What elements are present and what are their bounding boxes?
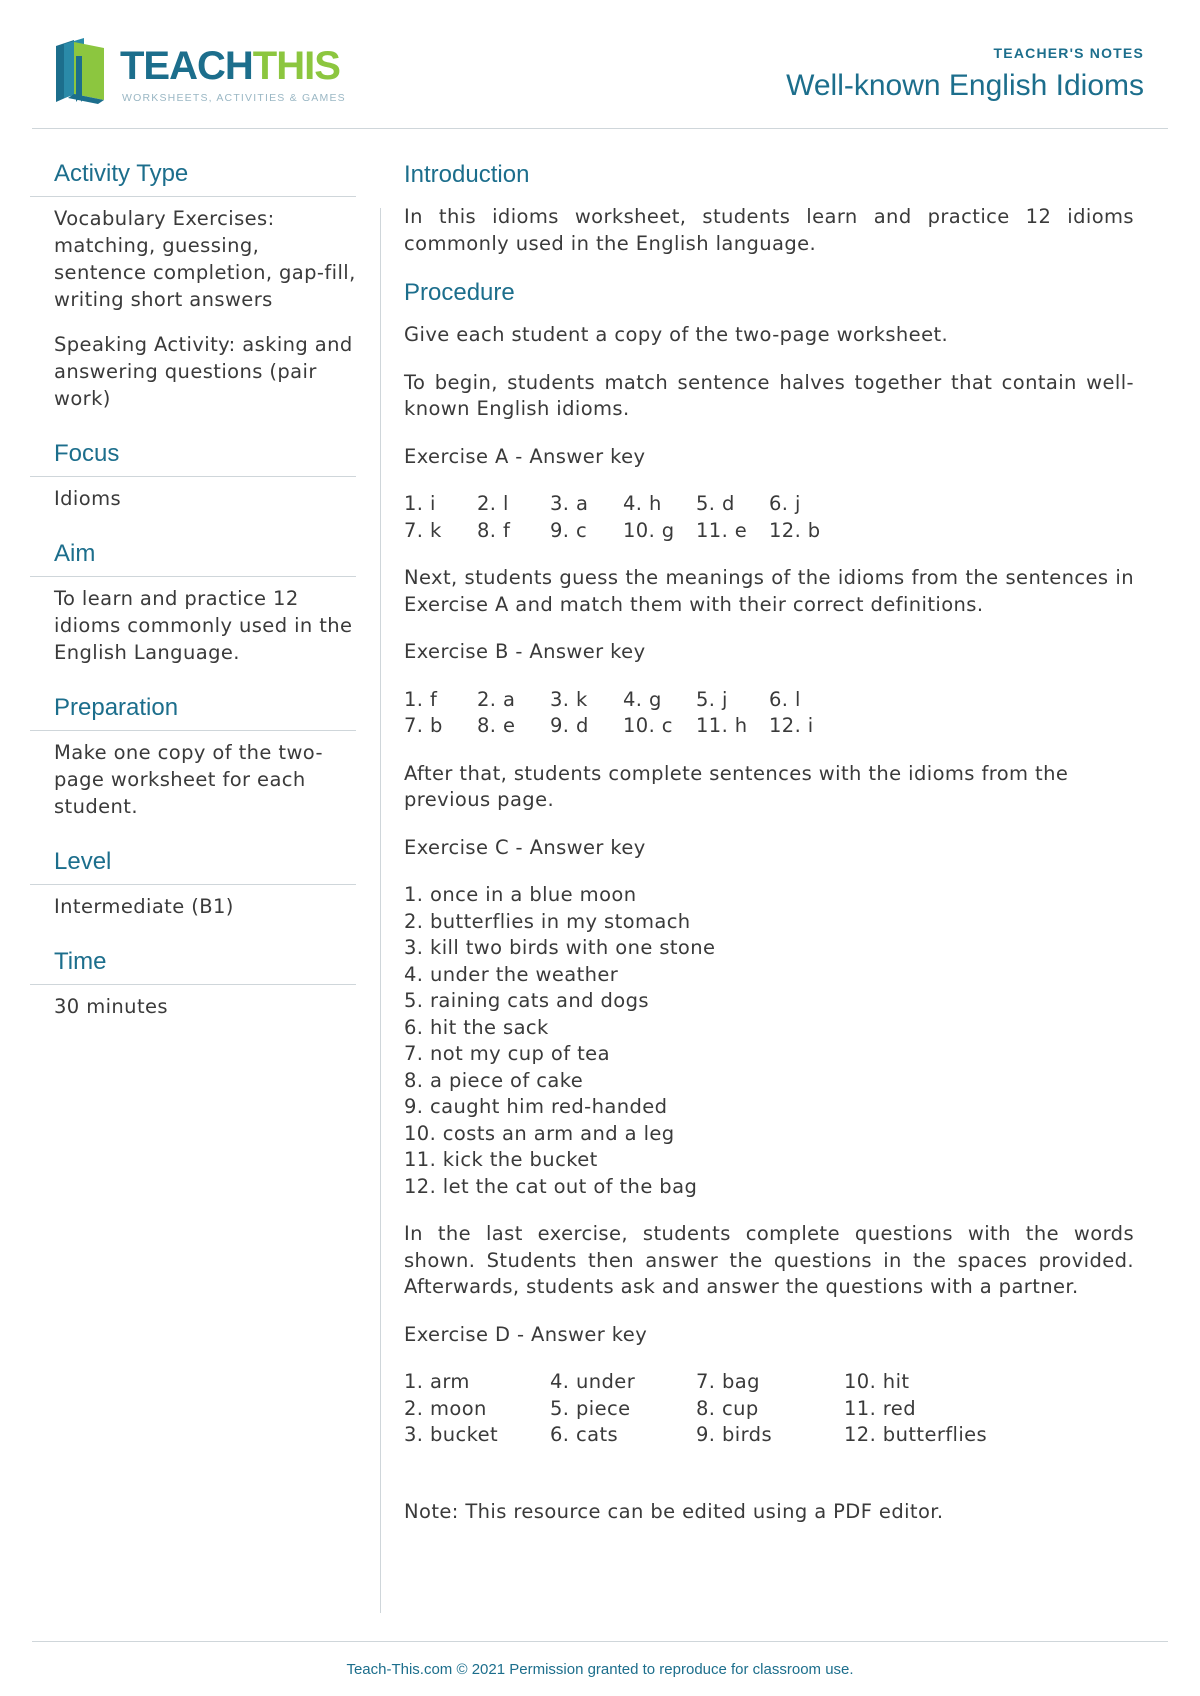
introduction-text: In this idioms worksheet, students learn and practice 12 idioms commonly used in the English language. [404,205,1134,255]
answer-item: 1. arm [404,1370,470,1393]
procedure-text-1: Give each student a copy of the two-page worksheet. [404,323,949,346]
answer-item: 12. b [769,518,821,542]
activity-type-section [30,160,356,412]
level-heading: Level [30,848,356,885]
level-text: Intermediate (B1) [54,895,234,918]
answer-item: 1. f [404,687,438,711]
footer-copyright: Teach-This.com © 2021 Permission granted to reproduce for classroom use. [346,1661,854,1678]
answer-item: 7. b [404,714,443,737]
answer-item: 4. under [550,1370,636,1393]
answer-item: 7. k [404,518,442,542]
procedure-text-3: Next, students guess the meanings of the idioms from the sentences in Exercise A and match them with their correct definitions. [404,566,1134,616]
footer-divider [32,1641,1168,1642]
aim-text: To learn and practice 12 idioms commonly used in the English Language. [54,587,353,664]
answer-item: 10. c [623,714,673,737]
answer-item: 9. d [550,714,589,737]
answer-item: 4. g [623,687,662,711]
logo-wordmark: TEACHTHIS [120,44,340,88]
answer-item: 1. once in a blue moon [404,883,637,906]
procedure-text-2: To begin, students match sentence halves together that contain well-known English idioms. [404,370,1134,420]
page-header [0,0,1200,130]
answer-item: 5. raining cats and dogs [404,989,649,1012]
answer-item: 2. a [477,687,516,711]
exercise-a-label: Exercise A - Answer key [404,444,646,468]
activity-type-heading: Activity Type [30,160,356,197]
answer-item: 10. costs an arm and a leg [404,1121,675,1145]
time-text: 30 minutes [54,995,168,1018]
aim-heading: Aim [30,540,356,577]
answer-item: 10. hit [844,1370,910,1393]
answer-item: 8. f [477,518,511,542]
answer-item: 2. l [477,492,509,515]
answer-item: 5. j [696,687,728,711]
answer-item: 8. cup [696,1396,759,1420]
answer-item: 9. c [550,518,588,542]
focus-section [30,440,356,512]
answer-item: 12. i [769,714,814,737]
aim-section [30,540,356,666]
answer-item: 2. moon [404,1396,487,1420]
edit-note: Note: This resource can be edited using a PDF editor. [404,1499,944,1523]
procedure-text-5: In the last exercise, students complete questions with the words shown. Students then answer the questions in the spaces provided. Afterwards, students ask and answer the questions with a partner. [404,1222,1134,1298]
focus-heading: Focus [30,440,356,477]
book-logo-icon [52,36,116,106]
exercise-b-answers [404,687,1134,740]
exercise-a-answers [404,491,1134,544]
worksheet-title: Well-known English Idioms [786,69,1144,102]
introduction-heading: Introduction [404,161,530,188]
answer-item: 3. a [550,492,589,515]
answer-item: 7. bag [696,1370,760,1393]
answer-item: 6. cats [550,1423,619,1446]
answer-item: 4. h [623,492,662,515]
answer-item: 11. kick the bucket [404,1148,598,1171]
answer-item: 12. butterflies [844,1423,988,1446]
exercise-c-answers [404,882,1134,1200]
procedure-text-4: After that, students complete sentences with the idioms from the previous page. [404,761,1069,811]
header-titles [786,45,1144,103]
preparation-section [30,694,356,820]
main-content [404,160,1134,1546]
header-divider [32,128,1168,129]
answer-item: 10. g [623,518,675,542]
sidebar [30,160,356,1048]
time-heading: Time [30,948,356,985]
column-divider [380,208,381,1613]
answer-item: 7. not my cup of tea [404,1042,610,1065]
exercise-d-answers [404,1369,1134,1449]
answer-item: 9. caught him red-handed [404,1095,668,1118]
answer-item: 12. let the cat out of the bag [404,1174,698,1198]
time-section [30,948,356,1020]
preparation-heading: Preparation [30,694,356,731]
exercise-c-label: Exercise C - Answer key [404,835,646,859]
answer-item: 3. kill two birds with one stone [404,936,716,959]
procedure-heading: Procedure [404,279,515,306]
answer-item: 3. k [550,687,588,711]
activity-type-text-1: Vocabulary Exercises: matching, guessing, sentence completion, gap-fill, writing short answers [54,207,356,311]
answer-item: 6. hit the sack [404,1015,549,1039]
level-section [30,848,356,920]
activity-type-text-2: Speaking Activity: asking and answering questions (pair work) [54,333,353,410]
exercise-b-label: Exercise B - Answer key [404,640,646,663]
answer-item: 11. h [696,714,748,737]
answer-item: 11. e [696,518,748,542]
answer-item: 2. butterflies in my stomach [404,909,691,933]
answer-item: 9. birds [696,1423,773,1446]
logo-tagline: WORKSHEETS, ACTIVITIES & GAMES [122,92,346,104]
answer-item: 3. bucket [404,1423,499,1446]
answer-item: 5. d [696,492,735,515]
answer-item: 6. l [769,687,801,711]
answer-item: 8. a piece of cake [404,1068,584,1092]
answer-item: 5. piece [550,1396,631,1420]
teach-this-logo[interactable] [52,36,372,116]
answer-item: 8. e [477,714,516,737]
answer-item: 11. red [844,1396,916,1420]
teachers-notes-label: TEACHER'S NOTES [993,45,1144,61]
exercise-d-label: Exercise D - Answer key [404,1322,648,1346]
answer-item: 6. j [769,492,801,515]
answer-item: 1. i [404,492,436,515]
focus-text: Idioms [54,487,122,510]
preparation-text: Make one copy of the two-page worksheet for each student. [54,741,323,818]
answer-item: 4. under the weather [404,962,619,986]
